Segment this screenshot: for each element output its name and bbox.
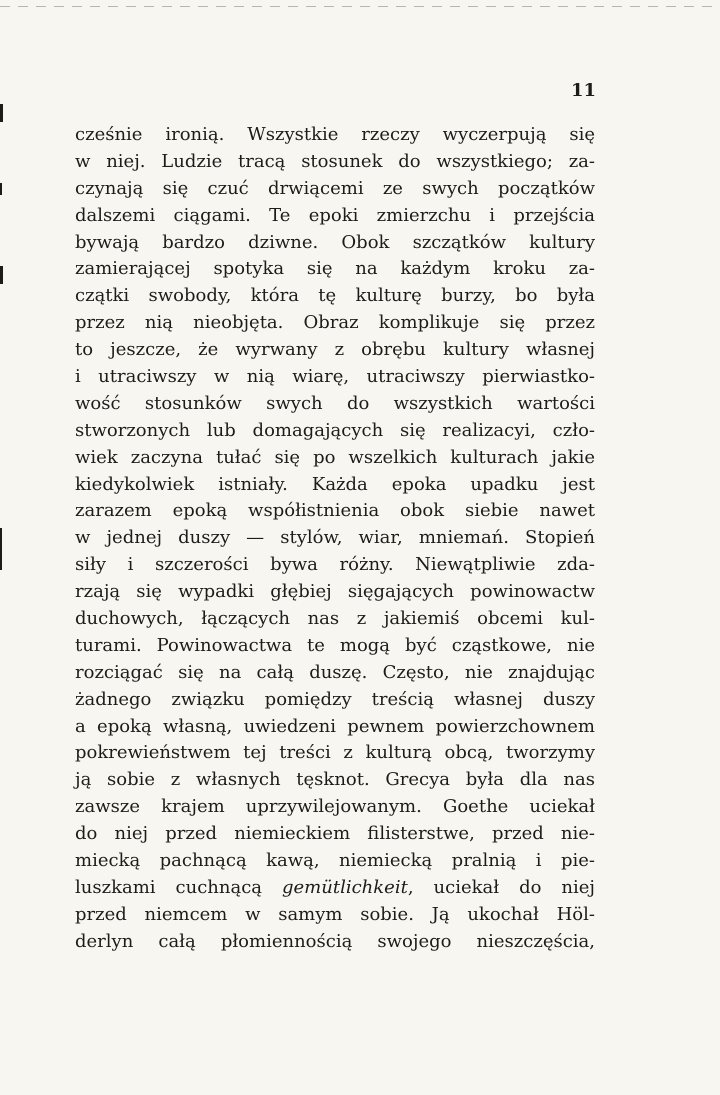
text-line: turami. Powinowactwa te mogą być cząstkowe, nie bbox=[75, 634, 595, 656]
text-line: pokrewieństwem tej treści z kulturą obcą, tworzymy bbox=[75, 742, 595, 764]
text-line: do niej przed niemieckiem filisterstwe, przed nie- bbox=[75, 823, 595, 845]
text-line: w niej. Ludzie tracą stosunek do wszystkiego; za- bbox=[75, 150, 595, 172]
body-text bbox=[75, 122, 595, 956]
margin-mark bbox=[0, 104, 3, 122]
text-line: bywają bardzo dziwne. Obok szczątków kultury bbox=[75, 231, 595, 253]
text-line: w jednej duszy — stylów, wiar, mniemań. Stopień bbox=[75, 527, 595, 549]
text-line: a epoką własną, uwiedzeni pewnem powierzchownem bbox=[75, 715, 595, 737]
margin-mark bbox=[0, 528, 2, 570]
text-line: czątki swobody, która tę kulturę burzy, bo była bbox=[75, 285, 595, 307]
text-line: zamierającej spotyka się na każdym kroku za- bbox=[75, 258, 595, 280]
text-line: zawsze krajem uprzywilejowanym. Goethe uciekał bbox=[75, 796, 595, 818]
margin-mark bbox=[0, 183, 2, 195]
text-line: zarazem epoką współistnienia obok siebie nawet bbox=[75, 500, 595, 522]
text-line: siły i szczerości bywa różny. Niewątpliwie zda- bbox=[75, 554, 595, 576]
text-line: wiek zaczyna tułać się po wszelkich kulturach jakie bbox=[75, 446, 595, 468]
text-line: przed niemcem w samym sobie. Ją ukochał Höl- bbox=[75, 903, 595, 925]
text-line: i utraciwszy w nią wiarę, utraciwszy pierwiastko- bbox=[75, 366, 595, 388]
text-line: luszkami cuchnącą gemütlichkeit, uciekał do niej bbox=[75, 876, 595, 898]
text-line: czynają się czuć drwiącemi ze swych początków bbox=[75, 177, 595, 199]
text-line: rozciągać się na całą duszę. Często, nie znajdując bbox=[75, 661, 595, 683]
text-line: cześnie ironią. Wszystkie rzeczy wyczerpują się bbox=[75, 124, 595, 145]
text-line: rzają się wypadki głębiej sięgających powinowactw bbox=[75, 581, 595, 603]
page-number: 11 bbox=[570, 80, 596, 101]
text-line: miecką pachnącą kawą, niemiecką pralnią i pie- bbox=[75, 850, 595, 872]
text-line: dalszemi ciągami. Te epoki zmierzchu i przejścia bbox=[75, 204, 595, 226]
text-line: kiedykolwiek istniały. Każda epoka upadku jest bbox=[75, 473, 595, 495]
text-line: derlyn całą płomiennością swojego nieszczęścia, bbox=[75, 930, 595, 952]
margin-mark bbox=[0, 266, 3, 284]
italic-phrase: gemütlichkeit bbox=[282, 876, 408, 898]
text-line: wość stosunków swych do wszystkich wartości bbox=[75, 392, 595, 414]
text-line: przez nią nieobjęta. Obraz komplikuje się przez bbox=[75, 312, 595, 334]
text-line: ją sobie z własnych tęsknot. Grecya była dla nas bbox=[75, 769, 595, 791]
top-edge-rule bbox=[0, 6, 720, 7]
text-line: żadnego związku pomiędzy treścią własnej duszy bbox=[75, 688, 595, 710]
text-line: duchowych, łączących nas z jakiemiś obcemi kul- bbox=[75, 608, 595, 630]
text-line: stworzonych lub domagających się realizacyi, czło- bbox=[75, 419, 595, 441]
text-line: to jeszcze, że wyrwany z obrębu kultury własnej bbox=[75, 339, 595, 361]
